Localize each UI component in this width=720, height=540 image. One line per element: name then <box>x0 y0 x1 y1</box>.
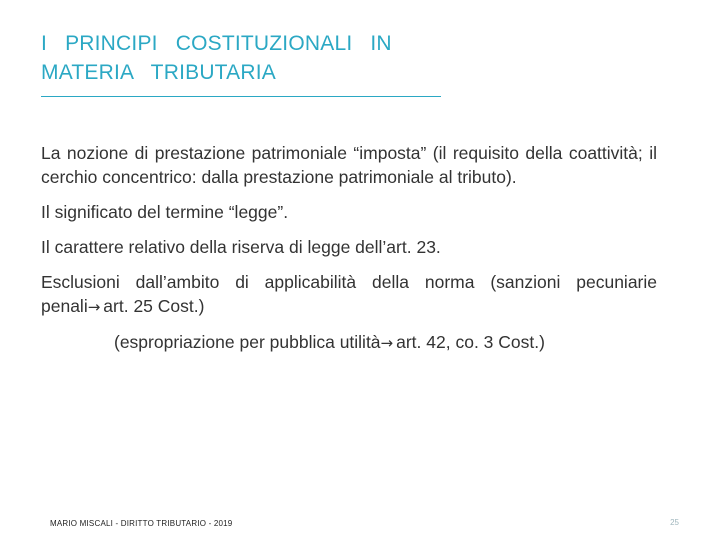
esclusioni-tail: art. 25 Cost.) <box>103 296 205 316</box>
paragraph-riserva-di-legge: Il carattere relativo della riserva di legge dell’art. 23. <box>41 237 441 257</box>
slide-title-line-1: I PRINCIPI COSTITUZIONALI IN <box>41 32 392 55</box>
arrow-right-icon: → <box>87 298 101 316</box>
slide-title <box>41 29 461 87</box>
paragraph-espropriazione <box>114 330 657 355</box>
espropriazione-text: (espropriazione per pubblica utilità <box>114 332 381 352</box>
espropriazione-tail: art. 42, co. 3 Cost.) <box>396 332 545 352</box>
slide-title-line-2: MATERIA TRIBUTARIA <box>41 61 276 84</box>
title-underline <box>41 96 441 97</box>
slide-body <box>41 141 657 366</box>
paragraph-significato-legge: Il significato del termine “legge”. <box>41 202 289 222</box>
paragraph-prestazione-patrimoniale: La nozione di prestazione patrimoniale “imposta” (il requisito della coattività; il cerchio concentrico: dalla prestazione patrimoniale al tributo). <box>41 143 657 187</box>
arrow-right-icon: → <box>380 334 394 352</box>
paragraph-esclusioni <box>41 270 657 319</box>
page-number: 25 <box>670 518 679 527</box>
esclusioni-text: Esclusioni dall’ambito di applicabilità della norma (sanzioni pecuniarie penali <box>41 272 657 316</box>
footer-author: MARIO MISCALI - DIRITTO TRIBUTARIO - 2019 <box>50 519 233 528</box>
